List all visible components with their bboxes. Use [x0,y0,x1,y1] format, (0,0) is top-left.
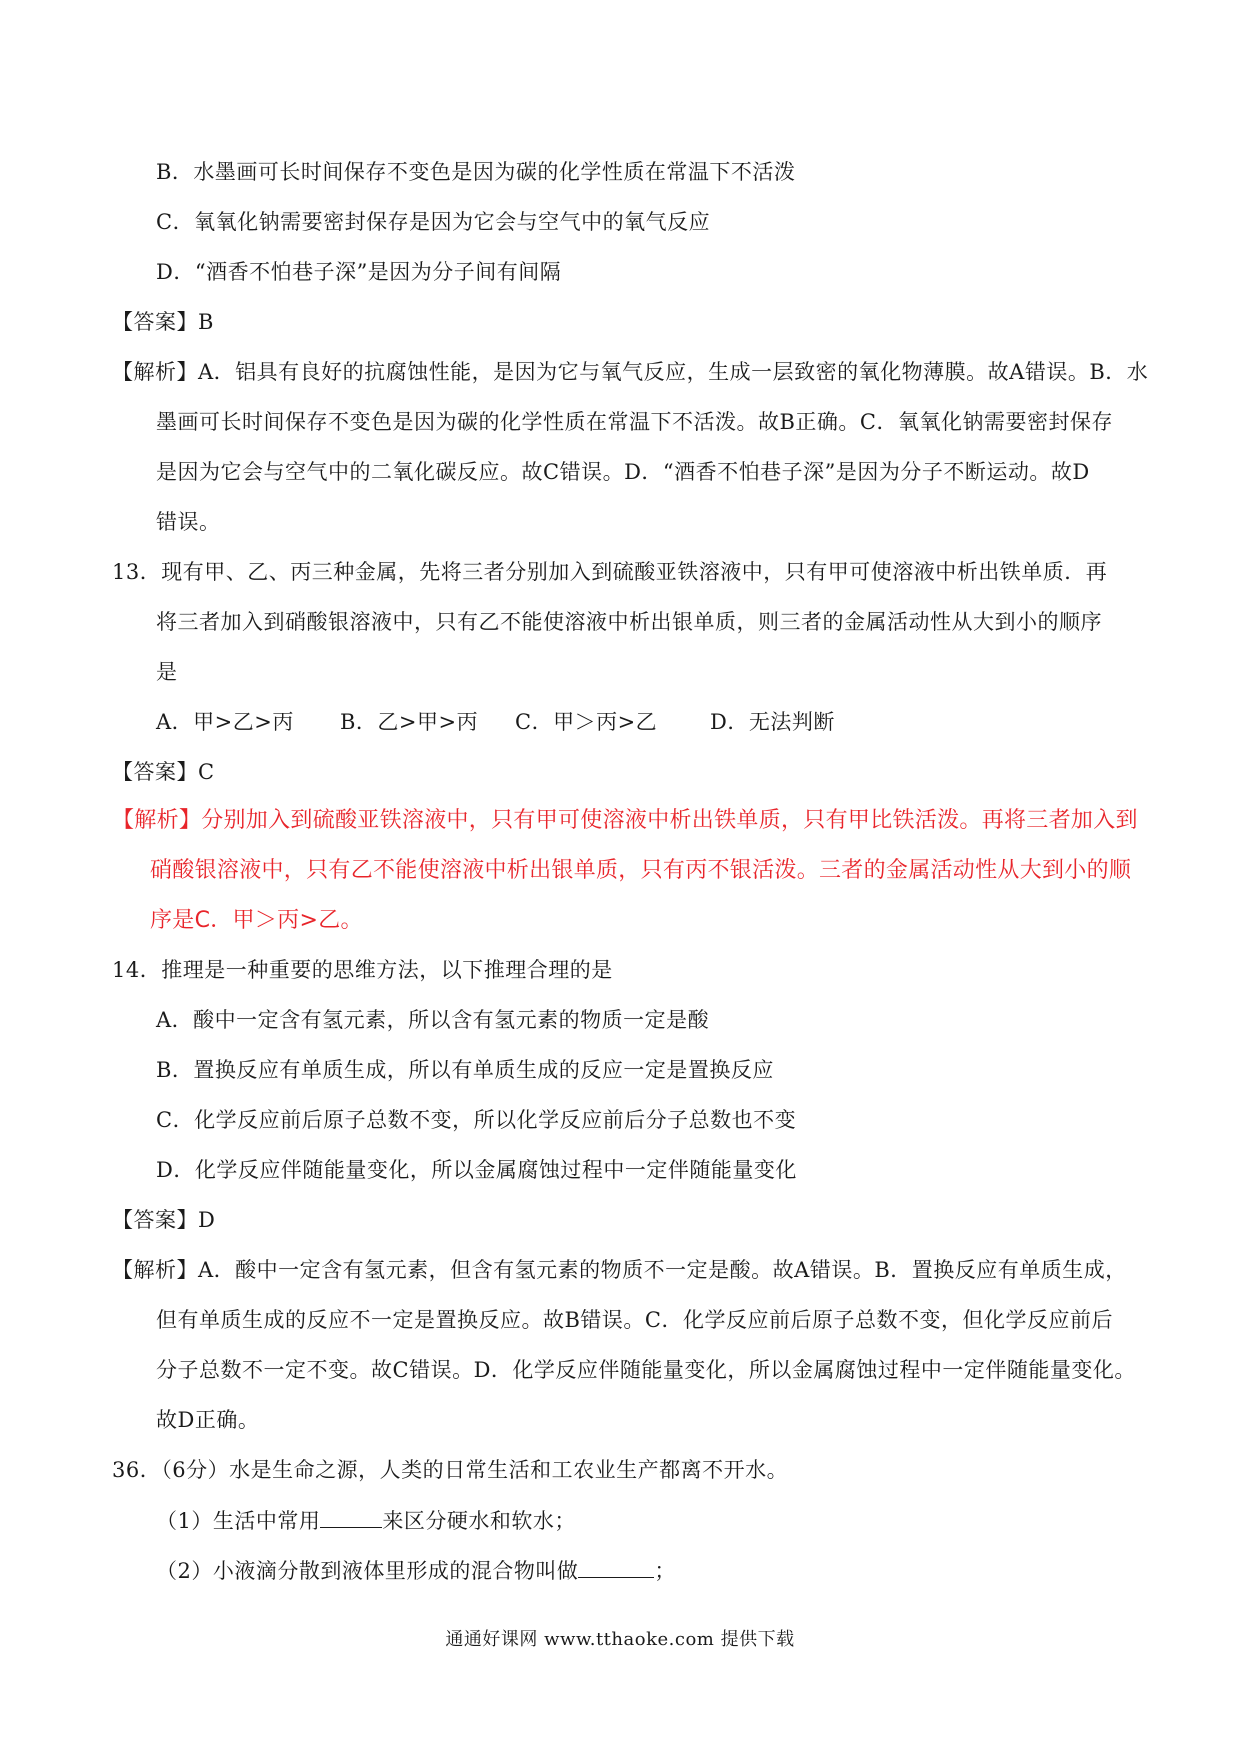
q14-option-d: D．化学反应伴随能量变化，所以金属腐蚀过程中一定伴随能量变化 [156,1158,797,1182]
q12-option-c: C．氧氧化钠需要密封保存是因为它会与空气中的氧气反应 [156,210,711,234]
q36-part-1-prefix: （1）生活中常用 [156,1509,321,1533]
q12-analysis-line-4: 错误。 [156,510,221,534]
q36-stem: 36．（6分）水是生命之源，人类的日常生活和工农业生产都离不开水。 [112,1458,789,1482]
q36-part-1-suffix: 来区分硬水和软水； [382,1509,576,1533]
q13-option-b: B．乙>甲>丙 [340,710,479,734]
q14-answer: 【答案】D [112,1208,216,1232]
q36-part-2-suffix: ； [654,1559,676,1583]
q13-analysis-line-3: 序是C．甲＞丙>乙。 [150,908,363,933]
q13-answer: 【答案】C [112,760,215,784]
q36-part-1 [156,1505,576,1536]
q12-answer: 【答案】B [112,310,214,334]
q36-part-2-blank [578,1555,654,1578]
q12-analysis-line-3: 是因为它会与空气中的二氧化碳反应。故C错误。D．“酒香不怕巷子深”是因为分子不断运动。故D [156,460,1090,484]
q14-option-c: C．化学反应前后原子总数不变，所以化学反应前后分子总数也不变 [156,1108,797,1132]
q13-option-d: D．无法判断 [710,710,835,734]
q14-stem: 14．推理是一种重要的思维方法，以下推理合理的是 [112,958,613,982]
q13-analysis-line-1: 【解析】分别加入到硫酸亚铁溶液中，只有甲可使溶液中析出铁单质，只有甲比铁活泼。再将三者加入到 [112,808,1138,833]
q13-stem-line-1: 13．现有甲、乙、丙三种金属，先将三者分别加入到硫酸亚铁溶液中，只有甲可使溶液中析出铁单质．再 [112,560,1108,584]
q14-analysis-line-3: 分子总数不一定不变。故C错误。D．化学反应伴随能量变化，所以金属腐蚀过程中一定伴随能量变化。 [156,1358,1136,1382]
q12-option-b: B．水墨画可长时间保存不变色是因为碳的化学性质在常温下不活泼 [156,160,796,184]
q12-option-d: D．“酒香不怕巷子深”是因为分子间有间隔 [156,260,562,284]
page-footer: 通通好课网 www.tthaoke.com 提供下载 [445,1629,795,1650]
q13-stem-line-3: 是 [156,660,178,684]
q36-part-2-prefix: （2）小液滴分散到液体里形成的混合物叫做 [156,1559,579,1583]
q14-analysis-line-4: 故D正确。 [156,1408,260,1432]
q14-option-b: B．置换反应有单质生成，所以有单质生成的反应一定是置换反应 [156,1058,774,1082]
q14-analysis-line-2: 但有单质生成的反应不一定是置换反应。故B错误。C．化学反应前后原子总数不变，但化学反应前后 [156,1308,1113,1332]
q14-option-a: A．酸中一定含有氢元素，所以含有氢元素的物质一定是酸 [156,1008,710,1032]
q13-option-a: A．甲>乙>丙 [156,710,294,734]
q12-analysis-line-2: 墨画可长时间保存不变色是因为碳的化学性质在常温下不活泼。故B正确。C．氧氧化钠需要密封保存 [156,410,1113,434]
q36-part-1-blank [320,1505,382,1528]
q12-analysis-line-1: 【解析】A．铝具有良好的抗腐蚀性能，是因为它与氧气反应，生成一层致密的氧化物薄膜。故A错误。B．水 [112,360,1149,384]
q36-part-2 [156,1555,676,1586]
q13-analysis-line-2: 硝酸银溶液中，只有乙不能使溶液中析出银单质，只有丙不银活泼。三者的金属活动性从大到小的顺 [150,858,1132,883]
q13-stem-line-2: 将三者加入到硝酸银溶液中，只有乙不能使溶液中析出银单质，则三者的金属活动性从大到小的顺序 [156,610,1102,634]
q13-option-c: C．甲＞丙>乙 [515,710,658,734]
q14-analysis-line-1: 【解析】A．酸中一定含有氢元素，但含有氢元素的物质不一定是酸。故A错误。B．置换反应有单质生成， [112,1258,1127,1282]
